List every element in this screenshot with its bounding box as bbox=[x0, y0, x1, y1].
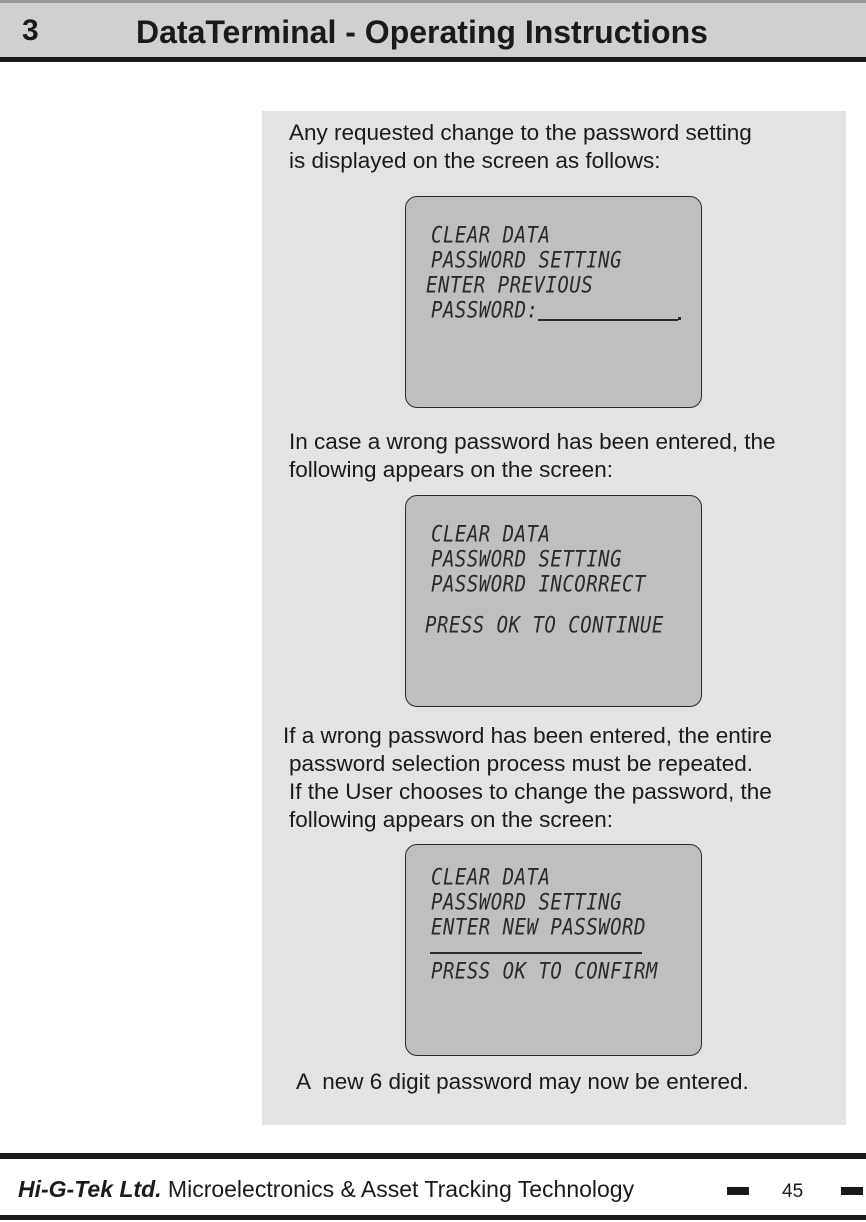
footer-bottom-rule bbox=[0, 1215, 866, 1220]
lcd-screen-password-incorrect bbox=[405, 495, 702, 707]
page-header bbox=[0, 0, 866, 62]
lcd-line: PRESS OK TO CONTINUE bbox=[425, 613, 664, 639]
instructions-panel bbox=[262, 111, 846, 1125]
company-name: Hi-G-Tek Ltd. bbox=[18, 1176, 162, 1202]
footer-text bbox=[18, 1176, 634, 1203]
closing-paragraph: A new 6 digit password may now be entered. bbox=[296, 1069, 749, 1094]
lcd-line: PASSWORD INCORRECT bbox=[431, 572, 646, 598]
lcd-line: PASSWORD SETTING bbox=[431, 547, 623, 573]
page-title: DataTerminal - Operating Instructions bbox=[136, 14, 708, 50]
password-entry-underline bbox=[538, 319, 678, 321]
lcd-line: CLEAR DATA bbox=[431, 223, 551, 249]
footer-bar-right bbox=[841, 1187, 863, 1195]
repeat-paragraph-first-line: If a wrong password has been entered, the entire bbox=[283, 723, 773, 748]
lcd-line: ENTER NEW PASSWORD bbox=[431, 915, 646, 941]
footer-bar-left bbox=[727, 1187, 749, 1195]
header-top-rule bbox=[0, 0, 866, 3]
wrong-password-paragraph: In case a wrong password has been entered, the following appears on the screen: bbox=[289, 429, 776, 482]
lcd-line: PASSWORD: bbox=[431, 298, 539, 324]
company-tagline: Microelectronics & Asset Tracking Technology bbox=[161, 1176, 635, 1202]
lcd-screen-enter-new-password bbox=[405, 844, 702, 1056]
new-password-underline bbox=[430, 952, 642, 954]
page-number: 45 bbox=[782, 1181, 804, 1202]
lcd-line: ENTER PREVIOUS bbox=[426, 273, 594, 299]
lcd-line: CLEAR DATA bbox=[431, 865, 551, 891]
repeat-paragraph: password selection process must be repeated. If the User chooses to change the password, the following appears on the screen: bbox=[289, 751, 772, 832]
footer-top-rule bbox=[0, 1153, 866, 1159]
cursor-dot bbox=[678, 317, 681, 320]
lcd-line: PASSWORD SETTING bbox=[431, 890, 623, 916]
lcd-line: CLEAR DATA bbox=[431, 522, 551, 548]
lcd-line: PASSWORD SETTING bbox=[431, 248, 623, 274]
section-number: 3 bbox=[22, 14, 39, 47]
lcd-line: PRESS OK TO CONFIRM bbox=[431, 959, 658, 985]
lcd-screen-enter-previous-password bbox=[405, 196, 702, 408]
intro-paragraph: Any requested change to the password setting is displayed on the screen as follows: bbox=[289, 120, 752, 173]
